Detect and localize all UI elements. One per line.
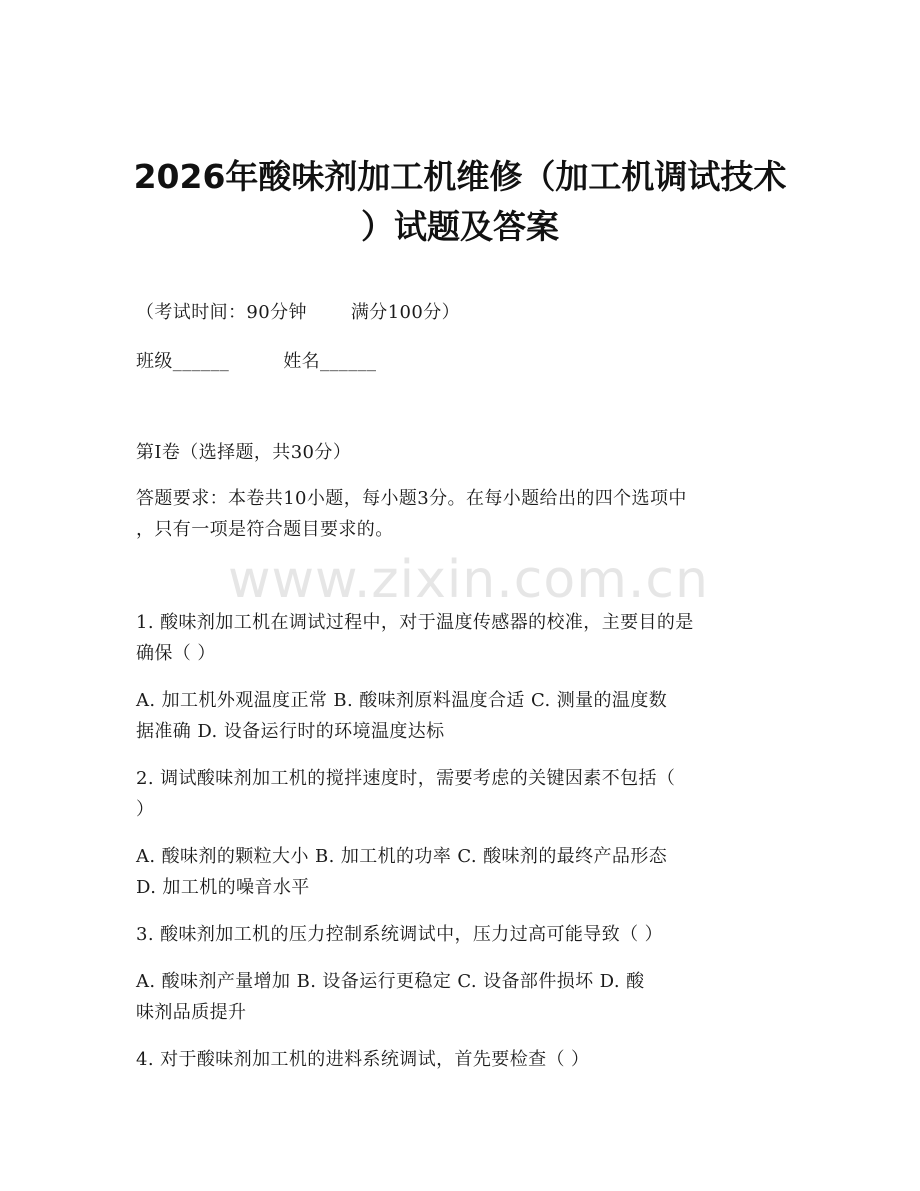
question-3-options-line2: 味剂品质提升 [136,1002,247,1023]
question-2-options-line2: D. 加工机的噪音水平 [136,877,310,898]
exam-time: （考试时间：90分钟 [136,302,307,323]
exam-info [136,304,460,322]
full-marks: 满分100分） [350,302,461,323]
student-info [136,353,376,371]
document-title-line2: ）试题及答案 [361,207,559,246]
question-3-options-line1: A. 酸味剂产量增加 B. 设备运行更稳定 C. 设备部件损坏 D. 酸 [136,971,645,992]
watermark: www.zixin.com.cn [228,550,709,610]
document-title-line1: 2026年酸味剂加工机维修（加工机调试技术 [133,157,787,196]
question-1-stem-line2: 确保（ ） [136,643,216,664]
class-field-label: 班级______ [136,351,230,372]
name-field-label: 姓名______ [283,351,377,372]
instructions-line1: 答题要求：本卷共10小题，每小题3分。在每小题给出的四个选项中 [136,488,687,509]
question-1-options-line2: 据准确 D. 设备运行时的环境温度达标 [136,721,445,742]
instructions-line2: ，只有一项是符合题目要求的。 [136,519,394,540]
question-2-stem-line1: 2. 调试酸味剂加工机的搅拌速度时，需要考虑的关键因素不包括（ [136,768,676,789]
question-4-stem-line1: 4. 对于酸味剂加工机的进料系统调试，首先要检查（ ） [136,1049,590,1070]
section-heading: 第I卷（选择题，共30分） [136,442,352,463]
question-3-stem-line1: 3. 酸味剂加工机的压力控制系统调试中，压力过高可能导致（ ） [136,924,664,945]
question-2-stem-line2: ） [136,799,155,820]
question-1-stem-line1: 1. 酸味剂加工机在调试过程中，对于温度传感器的校准，主要目的是 [136,612,694,633]
question-1-options-line1: A. 加工机外观温度正常 B. 酸味剂原料温度合适 C. 测量的温度数 [136,690,668,711]
question-2-options-line1: A. 酸味剂的颗粒大小 B. 加工机的功率 C. 酸味剂的最终产品形态 [136,846,668,867]
